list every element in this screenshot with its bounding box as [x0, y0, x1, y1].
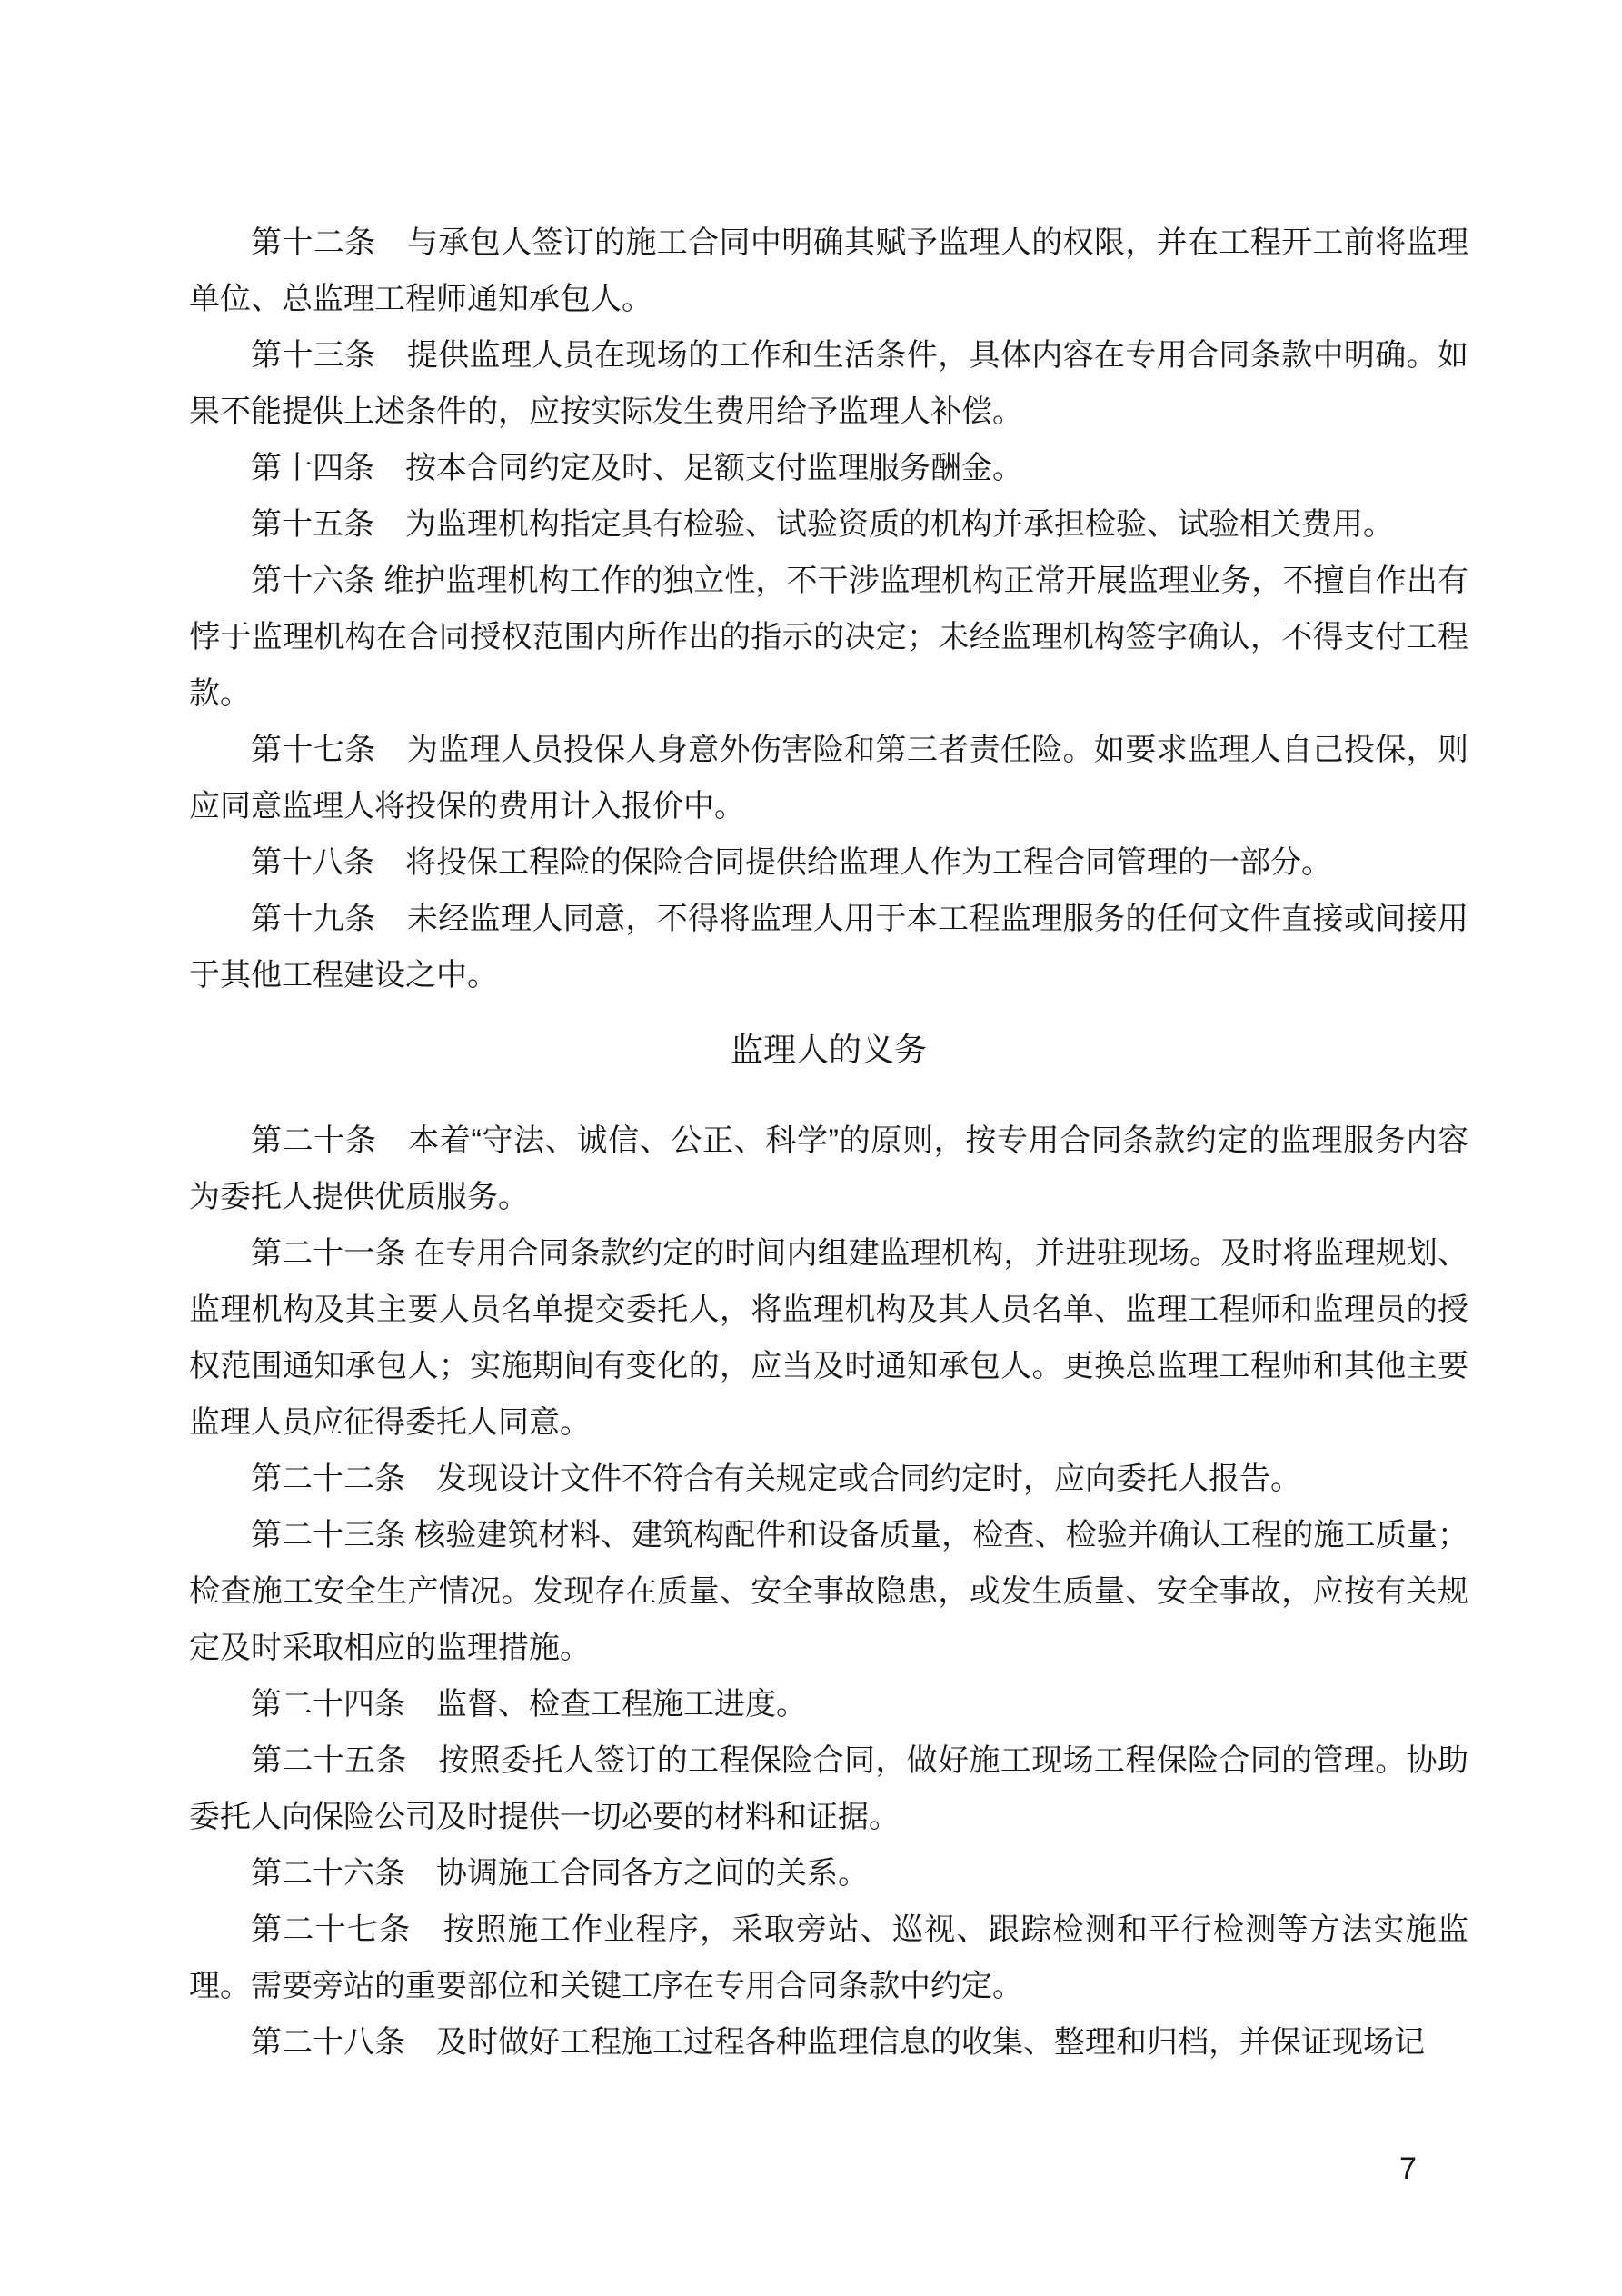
article-paragraph: 第二十六条 协调施工合同各方之间的关系。 — [251, 1856, 869, 1891]
article-paragraph: 第十八条 将投保工程险的保险合同提供给监理人作为工程合同管理的一部分。 — [251, 845, 1332, 880]
section-heading: 监理人的义务 — [730, 1031, 927, 1068]
article-paragraph: 第十二条 与承包人签订的施工合同中明确其赋予监理人的权限，并在工程开工前将监理单位、总监理工程师通知承包人。 — [189, 225, 1468, 316]
article-paragraph: 第十九条 未经监理人同意，不得将监理人用于本工程监理服务的任何文件直接或间接用于其他工程建设之中。 — [189, 902, 1468, 993]
article-paragraph: 第十六条 维护监理机构工作的独立性，不干涉监理机构正常开展监理业务，不擅自作出有悖于监理机构在合同授权范围内所作出的指示的决定；未经监理机构签字确认，不得支付工程款。 — [189, 564, 1468, 711]
article-paragraph: 第二十八条 及时做好工程施工过程各种监理信息的收集、整理和归档，并保证现场记 — [251, 2025, 1425, 2060]
article-paragraph: 第二十四条 监督、检查工程施工进度。 — [251, 1687, 807, 1722]
page-number: 7 — [1399, 2151, 1417, 2186]
article-paragraph: 第二十五条 按照委托人签订的工程保险合同，做好施工现场工程保险合同的管理。协助委托人向保险公司及时提供一切必要的材料和证据。 — [189, 1743, 1468, 1834]
article-paragraph: 第十四条 按本合同约定及时、足额支付监理服务酬金。 — [251, 451, 1023, 485]
article-paragraph: 第十七条 为监理人员投保人身意外伤害险和第三者责任险。如要求监理人自己投保，则应同意监理人将投保的费用计入报价中。 — [189, 733, 1468, 824]
document-body — [189, 215, 1468, 2071]
article-paragraph: 第二十三条 核验建筑材料、建筑构配件和设备质量，检查、检验并确认工程的施工质量；检查施工安全生产情况。发现存在质量、安全事故隐患，或发生质量、安全事故，应按有关规定及时采取相应的监理措施。 — [189, 1518, 1468, 1665]
article-paragraph: 第二十条 本着“守法、诚信、公正、科学”的原则，按专用合同条款约定的监理服务内容为委托人提供优质服务。 — [189, 1123, 1468, 1214]
article-paragraph: 第二十一条 在专用合同条款约定的时间内组建监理机构，并进驻现场。及时将监理规划、监理机构及其主要人员名单提交委托人，将监理机构及其人员名单、监理工程师和监理员的授权范围通知承包人；实施期间有变化的，应当及时通知承包人。更换总监理工程师和其他主要监理人员应征得委托人同意。 — [189, 1236, 1468, 1440]
article-paragraph: 第二十七条 按照施工作业程序，采取旁站、巡视、跟踪检测和平行检测等方法实施监理。需要旁站的重要部位和关键工序在专用合同条款中约定。 — [189, 1912, 1468, 2003]
article-paragraph: 第十三条 提供监理人员在现场的工作和生活条件，具体内容在专用合同条款中明确。如果不能提供上述条件的，应按实际发生费用给予监理人补偿。 — [189, 338, 1468, 429]
article-paragraph: 第十五条 为监理机构指定具有检验、试验资质的机构并承担检验、试验相关费用。 — [251, 507, 1394, 542]
article-paragraph: 第二十二条 发现设计文件不符合有关规定或合同约定时，应向委托人报告。 — [251, 1462, 1301, 1496]
